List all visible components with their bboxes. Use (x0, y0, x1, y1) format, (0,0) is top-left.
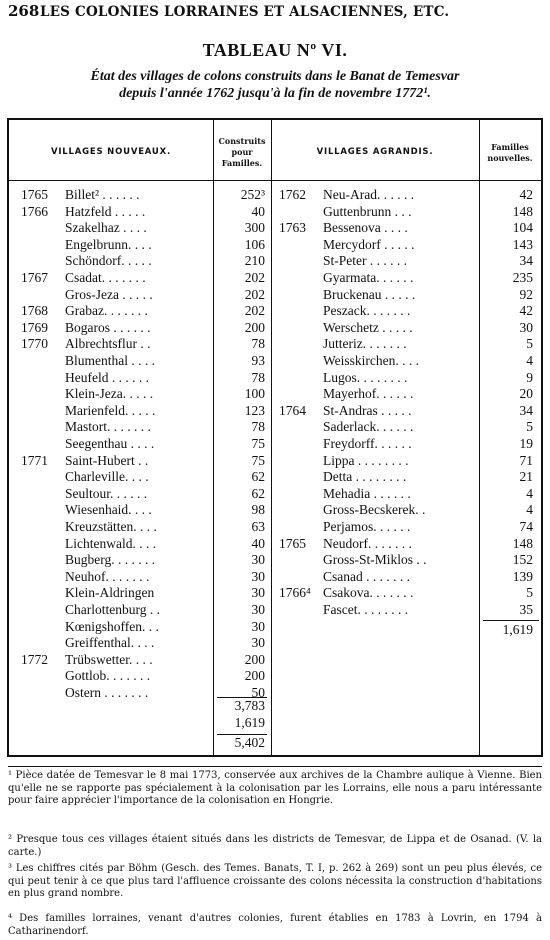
row-village-name: Bruckenau . . . . . (323, 286, 416, 302)
row-village-name: St-Peter . . . . . . (323, 253, 407, 269)
row-village-name: Engelbrunn. . . . (65, 236, 152, 252)
row-village-name: Neudorf. . . . . . . (323, 535, 412, 551)
row-village-name: Detta . . . . . . . . (323, 469, 407, 485)
row-village-name: Guttenbrunn . . . (323, 203, 412, 219)
row-village-name: Kreuzstätten. . . . (65, 519, 157, 534)
table-row (9, 237, 545, 253)
row-value: 4 (526, 485, 533, 501)
header-divider (9, 180, 541, 181)
row-value: 5 (526, 336, 533, 352)
row-value: 4 (526, 353, 533, 368)
table-row (9, 685, 545, 701)
row-value: 200 (244, 319, 265, 335)
column-header-right-name: VILLAGES AGRANDIS. (316, 147, 434, 157)
row-value: 42 (519, 187, 533, 202)
row-value: 104 (512, 220, 533, 236)
row-value: 34 (519, 253, 533, 269)
row-village-name: Albrechtsflur . . (65, 336, 151, 352)
row-village-name: Hatzfeld . . . . . (65, 203, 146, 219)
row-village-name: Bogaros . . . . . . (65, 319, 151, 335)
row-village-name: Gyarmata. . . . . . (323, 270, 414, 285)
table-row (9, 635, 545, 651)
header-word: pour (231, 147, 253, 157)
row-value: 9 (526, 369, 533, 385)
row-value: 35 (519, 602, 533, 617)
row-village-name: Weisskirchen. . . . (323, 353, 420, 368)
row-village-name: Lippa . . . . . . . . (323, 452, 409, 468)
row-village-name: Neuhof. . . . . . . (65, 568, 150, 584)
row-value: 106 (244, 236, 265, 252)
row-year: 1769 (21, 319, 48, 335)
row-village-name: Perjamos. . . . . . (323, 519, 411, 534)
header-word: Familles. (221, 158, 263, 168)
row-value: 78 (251, 369, 265, 385)
left-grand-total: 5,402 (234, 735, 265, 750)
row-village-name: Mercydorf . . . . . (323, 236, 415, 252)
row-village-name: Greiffenthal. . . . (65, 635, 155, 651)
table-row (9, 619, 545, 635)
right-total-row (479, 622, 533, 638)
row-village-name: Gros-Jeza . . . . . (65, 286, 153, 302)
table-row (9, 287, 545, 303)
row-value: 152 (512, 552, 533, 568)
row-village-name: Neu-Arad. . . . . . (323, 187, 415, 202)
row-year: 1770 (21, 336, 48, 352)
row-village-name: Lugos. . . . . . . . (323, 369, 408, 385)
row-value: 252³ (240, 187, 265, 202)
table-row (9, 668, 545, 684)
row-value: 78 (251, 419, 265, 435)
row-value: 5 (526, 585, 533, 601)
row-value: 75 (251, 452, 265, 468)
row-value: 93 (251, 353, 265, 368)
row-village-name: Mayerhof. . . . . . (323, 386, 414, 402)
left-total-1: 3,783 (234, 698, 265, 713)
row-village-name: Csadat. . . . . . . (65, 270, 146, 285)
row-value: 74 (519, 519, 533, 534)
table-title: TABLEAU Nº VI. (202, 40, 348, 60)
row-year: 1767 (21, 270, 48, 285)
table-row (9, 602, 545, 618)
row-value: 42 (519, 303, 533, 319)
table-row (9, 353, 545, 369)
row-value: 300 (244, 220, 265, 236)
row-value: 30 (251, 552, 265, 568)
row-value: 40 (251, 535, 265, 551)
village-table (7, 118, 543, 757)
table-row (9, 303, 545, 319)
row-value: 123 (244, 402, 265, 418)
page-number: 268 (8, 2, 40, 20)
row-value: 92 (519, 286, 533, 302)
row-year: 1763 (279, 220, 306, 236)
row-value: 78 (251, 336, 265, 352)
table-row (9, 469, 545, 485)
table-row (9, 486, 545, 502)
row-village-name: Klein-Jeza. . . . . (65, 386, 154, 402)
row-value: 30 (251, 585, 265, 601)
row-village-name: Gross-St-Miklos . . (323, 552, 427, 568)
row-value: 210 (244, 253, 265, 269)
column-header-right-value (479, 142, 541, 164)
table-row (9, 552, 545, 568)
row-village-name: Werschetz . . . . . (323, 319, 413, 335)
row-village-name: Seegenthau . . . . (65, 436, 155, 451)
row-value: 148 (512, 203, 533, 219)
table-row (9, 204, 545, 220)
header-word: Familles (491, 142, 529, 152)
row-village-name: Schöndorf. . . . . (65, 253, 152, 269)
footnote: ⁴ Des familles lorraines, venant d'autres colonies, furent établies en 1783 à Lovrin, en 1794 à Catharinendorf. (8, 913, 542, 937)
row-value: 34 (519, 402, 533, 418)
row-year: 1772 (21, 651, 48, 667)
row-village-name: Saderlack. . . . . . (323, 419, 414, 435)
row-village-name: Charleville. . . . (65, 469, 149, 485)
row-village-name: Klein-Aldringen (65, 585, 155, 601)
row-value: 21 (519, 469, 533, 485)
table-row (9, 220, 545, 236)
row-value: 200 (244, 668, 265, 684)
row-value: 20 (519, 386, 533, 402)
row-value: 30 (519, 319, 533, 335)
left-grand-total-row (213, 735, 265, 751)
row-value: 63 (251, 519, 265, 534)
table-row (9, 502, 545, 518)
row-village-name: Csakova. . . . . . . (323, 585, 414, 601)
row-village-name: Ostern . . . . . . . (65, 685, 149, 700)
row-value: 139 (512, 568, 533, 584)
header-word: Construits (218, 136, 266, 146)
row-village-name: Csanad . . . . . . . (323, 568, 410, 584)
row-village-name: Saint-Hubert . . (65, 452, 149, 468)
row-value: 148 (512, 535, 533, 551)
row-value: 62 (251, 485, 265, 501)
row-value: 202 (244, 286, 265, 302)
row-value: 30 (251, 635, 265, 651)
row-year: 1768 (21, 303, 48, 319)
row-village-name: Kœnigshoffen. . . (65, 618, 159, 634)
row-village-name: Wiesenhaid. . . . (65, 502, 152, 518)
sum-rule (483, 620, 539, 621)
table-row (9, 370, 545, 386)
table-row (9, 403, 545, 419)
row-value: 98 (251, 502, 265, 518)
column-header-left-value (213, 136, 271, 169)
table-row (9, 536, 545, 552)
header-word: nouvelles. (487, 153, 533, 163)
row-village-name: Grabaz. . . . . . . (65, 303, 148, 319)
row-value: 40 (251, 203, 265, 219)
footnote: ³ Les chiffres cités par Böhm (Gesch. des Temes. Banats, T. I, p. 262 à 269) sont un peu plus élevés, ce qui peut tenir à ce que plus tard l'affluence croissante des colons nécessita la construction d'habitations en plus grand nombre. (8, 863, 542, 899)
footnote-rule (8, 766, 542, 767)
row-village-name: Trübswetter. . . . (65, 651, 153, 667)
row-year: 1766 (21, 203, 48, 219)
caption-line-2: depuis l'année 1762 jusqu'à la fin de novembre 1772¹. (119, 86, 431, 101)
table-row (9, 270, 545, 286)
row-village-name: St-Andras . . . . . (323, 402, 412, 418)
row-year: 1765 (21, 187, 48, 202)
left-total-2: 1,619 (234, 715, 265, 730)
row-value: 200 (244, 651, 265, 667)
row-village-name: Billet² . . . . . . (65, 187, 140, 202)
row-value: 50 (251, 685, 265, 700)
row-village-name: Peszack. . . . . . . (323, 303, 411, 319)
row-value: 235 (512, 270, 533, 285)
row-village-name: Charlottenburg . . (65, 602, 160, 617)
row-value: 71 (519, 452, 533, 468)
table-row (9, 320, 545, 336)
row-value: 202 (244, 303, 265, 319)
row-value: 202 (244, 270, 265, 285)
row-value: 143 (512, 236, 533, 252)
row-year: 1764 (279, 402, 306, 418)
row-village-name: Blumenthal . . . . (65, 353, 155, 368)
table-row (9, 253, 545, 269)
table-row (9, 386, 545, 402)
running-title: LES COLONIES LORRAINES ET ALSACIENNES, ETC. (40, 4, 450, 20)
running-header (8, 2, 542, 24)
left-total-row (213, 715, 265, 731)
row-year: 1766⁴ (279, 585, 311, 601)
row-village-name: Fascet. . . . . . . . (323, 602, 409, 617)
row-village-name: Heufeld . . . . . . (65, 369, 149, 385)
table-row (9, 585, 545, 601)
row-value: 4 (526, 502, 533, 518)
row-value: 30 (251, 602, 265, 617)
right-total: 1,619 (502, 622, 533, 637)
row-village-name: Freydorff. . . . . . (323, 436, 412, 451)
table-row (9, 336, 545, 352)
row-year: 1762 (279, 187, 306, 202)
row-value: 62 (251, 469, 265, 485)
row-village-name: Seultour. . . . . . (65, 485, 148, 501)
table-row (9, 569, 545, 585)
row-village-name: Mehadia . . . . . . (323, 485, 411, 501)
row-value: 30 (251, 568, 265, 584)
table-row (9, 652, 545, 668)
row-village-name: Bugberg. . . . . . . (65, 552, 156, 568)
row-village-name: Lichtenwald. . . . (65, 535, 157, 551)
table-row (9, 187, 545, 203)
table-row (9, 519, 545, 535)
column-header-left-name: VILLAGES NOUVEAUX. (50, 147, 172, 157)
row-value: 75 (251, 436, 265, 451)
row-value: 30 (251, 618, 265, 634)
row-village-name: Marienfeld. . . . . (65, 402, 156, 418)
row-year: 1771 (21, 452, 48, 468)
row-year: 1765 (279, 535, 306, 551)
table-row (9, 453, 545, 469)
table-caption (8, 68, 542, 102)
caption-line-1: État des villages de colons construits dans le Banat de Temesvar (90, 69, 460, 84)
row-value: 5 (526, 419, 533, 435)
row-village-name: Mastort. . . . . . . (65, 419, 151, 435)
row-village-name: Szakelhaz . . . . (65, 220, 147, 236)
table-row (9, 436, 545, 452)
footnote: ² Presque tous ces villages étaient situés dans les districts de Temesvar, de Lippa et de Osanad. (V. la carte.) (8, 834, 542, 858)
row-village-name: Gross-Becskerek. . (323, 502, 426, 518)
row-village-name: Jutteriz. . . . . . . (323, 336, 407, 352)
row-village-name: Gottlob. . . . . . . (65, 668, 151, 684)
footnote: ¹ Pièce datée de Temesvar le 8 mai 1773, conservée aux archives de la Chambre aulique à Vienne. Bien qu'elle ne se rapporte pas spécialement à la colonisation par les Lorrains, elle nous a paru intéressante pour faire apprécier l'importance de la colonisation en Hongrie. (8, 770, 542, 806)
row-value: 100 (244, 386, 265, 402)
table-row (9, 419, 545, 435)
row-value: 19 (519, 436, 533, 451)
left-total-row (213, 698, 265, 714)
row-village-name: Bessenova . . . . (323, 220, 408, 236)
